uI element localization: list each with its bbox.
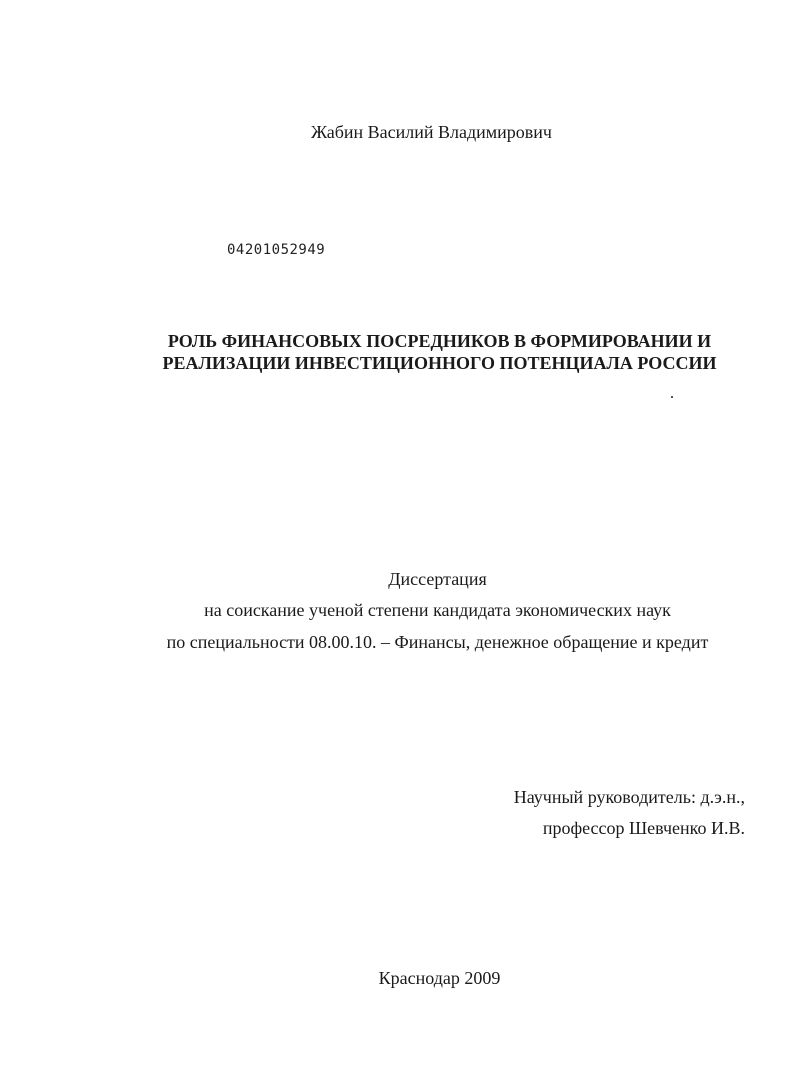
scan-speck: [671, 396, 673, 398]
registration-number: 04201052949: [227, 242, 326, 258]
dissertation-specialty: по специальности 08.00.10. – Финансы, денежное обращение и кредит: [166, 632, 709, 652]
supervisor-line-2: профессор Шевченко И.В.: [542, 818, 745, 838]
dissertation-title: [40, 330, 799, 374]
title-line-2: РЕАЛИЗАЦИИ ИНВЕСТИЦИОННОГО ПОТЕНЦИАЛА РОССИИ: [162, 353, 717, 373]
city-year: Краснодар 2009: [378, 968, 501, 988]
author-name: Жабин Василий Владимирович: [311, 122, 552, 142]
title-line-1: РОЛЬ ФИНАНСОВЫХ ПОСРЕДНИКОВ В ФОРМИРОВАНИИ И: [167, 331, 712, 351]
dissertation-type: Диссертация: [388, 569, 487, 589]
dissertation-degree: на соискание ученой степени кандидата экономических наук: [204, 600, 671, 620]
supervisor-line-1: Научный руководитель: д.э.н.,: [513, 787, 745, 807]
